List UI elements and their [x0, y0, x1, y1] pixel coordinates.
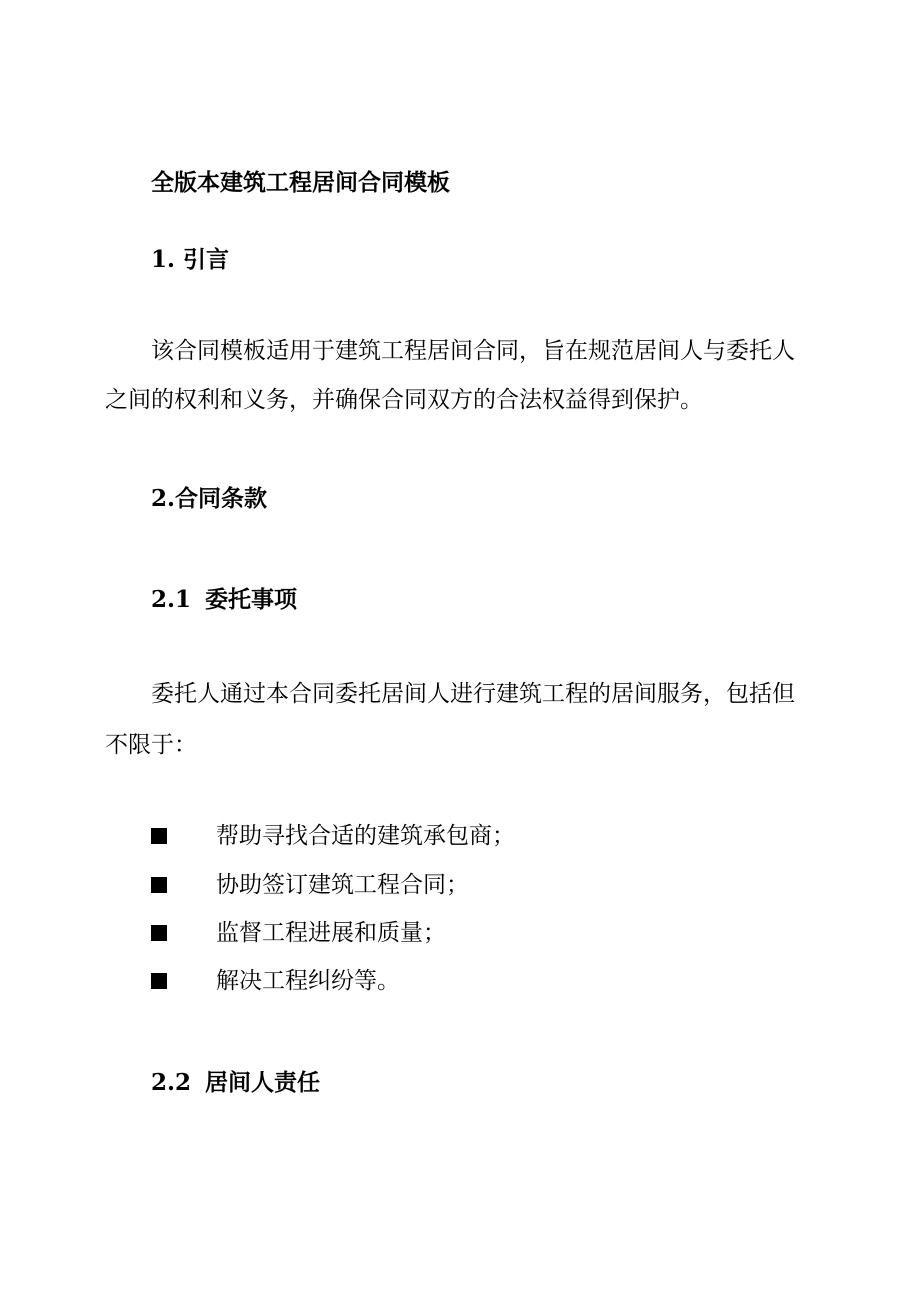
- section-1-paragraph-line-1: 该合同模板适用于建筑工程居间合同，旨在规范居间人与委托人: [151, 338, 795, 364]
- black-square-bullet-icon: [151, 973, 167, 989]
- section-2-2-heading: [151, 1068, 320, 1098]
- black-square-bullet-icon: [151, 925, 167, 941]
- section-2-1-title: 委托事项: [205, 586, 298, 613]
- section-2-heading: 2.合同条款: [151, 485, 268, 512]
- list-item-text: 解决工程纠纷等。: [216, 968, 400, 994]
- section-2-1-number: 2.1: [151, 586, 192, 613]
- section-1-paragraph-line-2: 之间的权利和义务，并确保合同双方的合法权益得到保护。: [105, 387, 703, 413]
- document-title: 全版本建筑工程居间合同模板: [151, 169, 450, 196]
- section-2-2-title: 居间人责任: [205, 1069, 321, 1096]
- section-2-2-number: 2.2: [151, 1069, 192, 1096]
- black-square-bullet-icon: [151, 877, 167, 893]
- list-item-text: 协助签订建筑工程合同；: [216, 872, 469, 898]
- section-2-1-paragraph-line-2: 不限于：: [105, 732, 197, 758]
- black-square-bullet-icon: [151, 828, 167, 844]
- section-2-1-paragraph-line-1: 委托人通过本合同委托居间人进行建筑工程的居间服务，包括但: [151, 681, 795, 707]
- section-1-heading: 1. 引言: [151, 246, 230, 273]
- list-item-text: 帮助寻找合适的建筑承包商；: [216, 823, 515, 849]
- section-2-1-heading: [151, 585, 297, 615]
- list-item-text: 监督工程进展和质量；: [216, 920, 446, 946]
